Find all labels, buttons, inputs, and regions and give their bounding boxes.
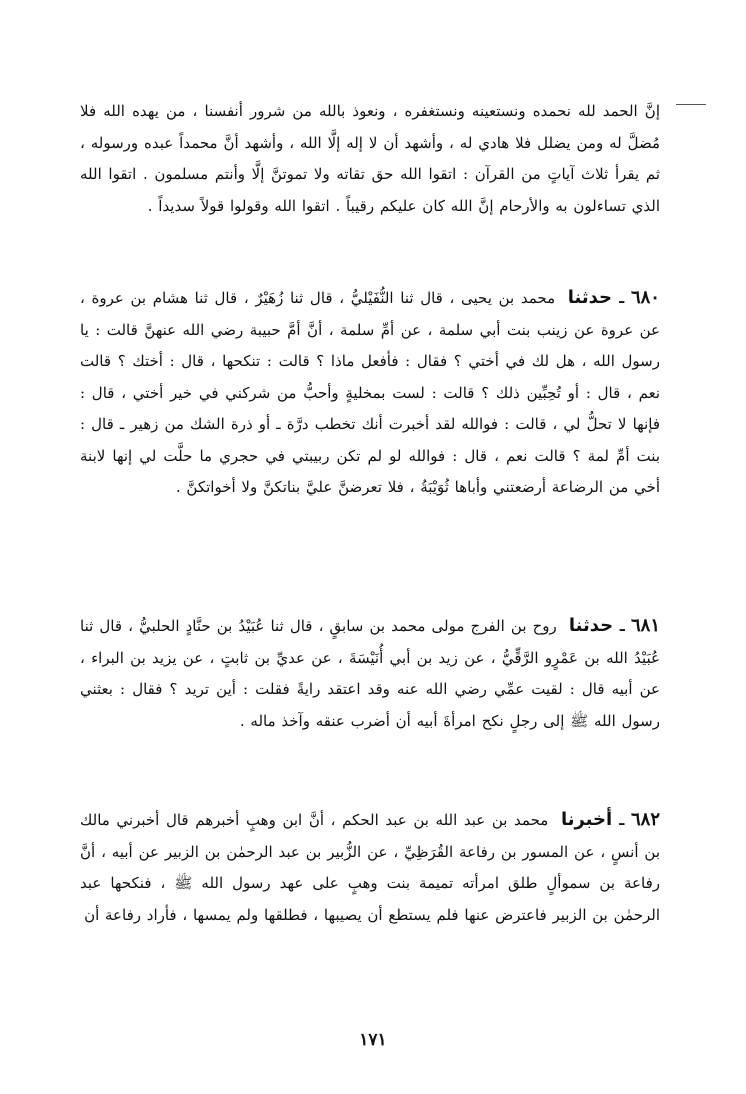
hadith-keyword: حدثنا	[567, 287, 613, 308]
hadith-number: ٦٨٢	[631, 809, 661, 830]
hadith-keyword: أخبرنا	[560, 809, 613, 830]
hadith-text: محمد بن يحيى ، قال ثنا النُّفَيْليُّ ، قال ثنا زُهَيْرٌ ، قال ثنا هشام بن عروة ، عن عروة عن زينب بنت أبي سلمة ، عن أمِّ سلمة ، أنَّ أمَّ حبيبة رضي الله عنهنَّ قالت : يا رسول الله ، هل لك في أختي ؟ فقال : فأفعل ماذا ؟ قالت : تنكحها ، قال : أختك ؟ قالت نعم ، قال : أو تُحِبِّين ذلك ؟ قالت : لست بمخليةٍ وأحبُّ من شركني في خير أختي ، قال : فإنها لا تحلُّ لي ، قالت : فوالله لقد أخبرت أنك تخطب درَّة ـ أو ذرة الشك من زهير ـ قال : بنت أمِّ لمة ؟ قالت نعم ، قال : فوالله لو لم تكن ربيبتي في حجري ما حلَّت لي إنها لابنة أخي من الرضاعة أرضعتني وأباها ثُوَيْبَةُ ، فلا تعرضنَّ عليَّ بناتكنَّ ولا أخواتكنَّ .	[80, 289, 660, 496]
hadith-dash: ـ	[613, 617, 625, 635]
hadith-text: محمد بن عبد الله بن عبد الحكم ، أنَّ ابن وهبٍ أخبرهم قال أخبرني مالك بن أنسٍ ، عن المسور بن رفاعة القُرَظِيِّ ، عن الزُّبير بن عبد الرحمٰن بن الزبير عن أبيه ، أنَّ رفاعة بن سموألٍ طلق امرأته تميمة بنت وهبٍ على عهد رسول الله ﷺ ، فنكحها عبد الرحمٰن بن الزبير فاعترض عنها فلم يستطع أن يصيبها ، فطلقها ولم يمسها ، فأراد رفاعة أن	[80, 811, 660, 924]
page-number: ١٧١	[359, 1030, 387, 1050]
hadith-681-paragraph	[80, 610, 660, 737]
hadith-dash: ـ	[612, 811, 625, 829]
hadith-text: روح بن الفرج مولى محمد بن سابقٍ ، قال ثنا عُبَيْدُ بن حنَّادٍ الحلبيُّ ، قال ثنا عُبَيْدُ الله بن عَمْرٍو الرَّقِّيُّ ، عن زيد بن أبي أُنَيْسَةَ ، عن عديِّ بن ثابتٍ ، عن يزيد بن البراء ، عن أبيه قال : لقيت عمِّي رضي الله عنه وقد اعتقد رايةً فقلت : أين تريد ؟ فقال : بعثني رسول الله ﷺ إلى رجلٍ نكح امرأةَ أبيه أن أضرب عنقه وآخذ ماله .	[80, 617, 660, 730]
margin-rule	[676, 104, 706, 105]
hadith-680	[80, 282, 660, 504]
hadith-number: ٦٨٠	[630, 287, 660, 308]
hadith-keyword: حدثنا	[568, 615, 614, 636]
intro-text: إنَّ الحمد لله نحمده ونستعينه ونستغفره ، ونعوذ بالله من شرور أنفسنا ، من يهده الله فلا مُضلَّ له ومن يضلل فلا هادي له ، وأشهد أن لا إله إلَّا الله ، وأشهد أنَّ محمداً عبده ورسوله ، ثم يقرأ ثلاث آياتٍ من القرآن : اتقوا الله حق تقاته ولا تموتنَّ إلَّا وأنتم مسلمون . اتقوا الله الذي تساءلون به والأرحام إنَّ الله كان عليكم رقيباً . اتقوا الله وقولوا قولاً سديداً .	[80, 102, 660, 215]
hadith-680-paragraph	[80, 282, 660, 504]
hadith-dash: ـ	[612, 289, 625, 307]
hadith-682	[80, 804, 660, 931]
hadith-681	[80, 610, 660, 737]
hadith-number: ٦٨١	[631, 615, 661, 636]
intro-paragraph	[80, 96, 660, 222]
hadith-682-paragraph	[80, 804, 660, 931]
